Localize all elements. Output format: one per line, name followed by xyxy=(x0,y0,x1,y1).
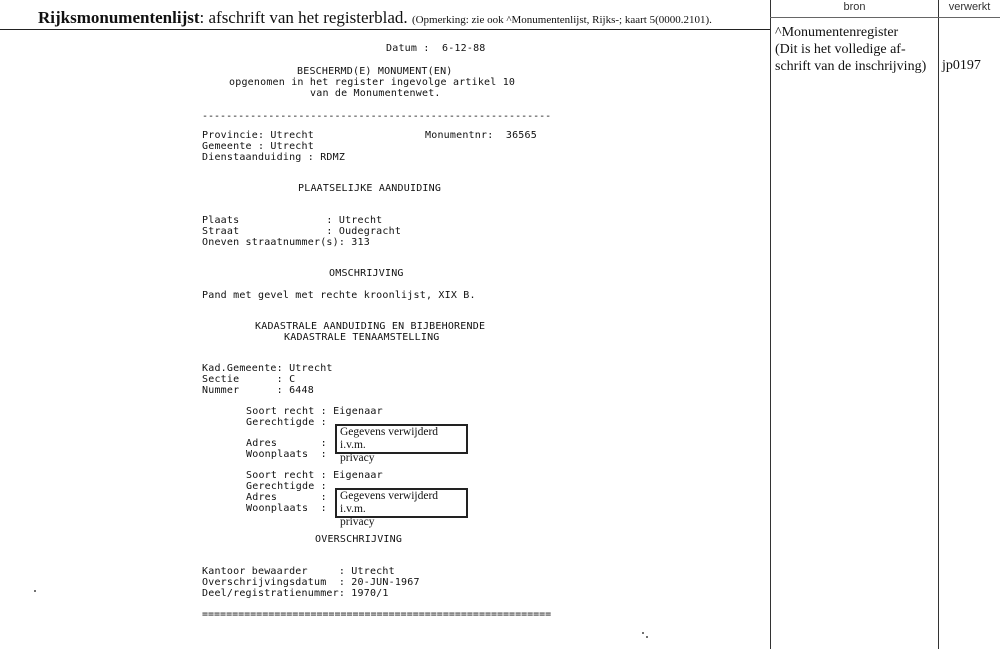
section-kadastrale-1: KADASTRALE AANDUIDING EN BIJBEHORENDE xyxy=(255,321,486,332)
section-overschrijving: OVERSCHRIJVING xyxy=(315,534,403,545)
doc-dash-divider: ---------------------------------------------------------- xyxy=(202,111,552,122)
doc-kad-gemeente: Kad.Gemeente: Utrecht xyxy=(202,363,333,374)
doc-oneven-straatnummer: Oneven straatnummer(s): 313 xyxy=(202,237,370,248)
redaction-text: privacy xyxy=(340,452,375,464)
redaction-text: Gegevens verwijderd i.v.m. xyxy=(340,490,439,515)
rh1-adres: Adres : xyxy=(246,438,327,449)
bron-line: ^Monumentenregister xyxy=(775,25,899,40)
title-note: (Opmerking: zie ook ^Monumentenlijst, Rijks-; kaart 5(0000.2101). xyxy=(411,14,712,26)
rh2-gerechtigde: Gerechtigde : xyxy=(246,481,327,492)
doc-heading-1: BESCHERMD(E) MONUMENT(EN) xyxy=(297,66,453,77)
doc-sectie: Sectie : C xyxy=(202,374,296,385)
scan-speck xyxy=(646,636,648,638)
doc-nummer: Nummer : 6448 xyxy=(202,385,314,396)
scan-speck xyxy=(642,632,644,634)
column-header-bron: bron xyxy=(843,1,866,13)
doc-omschrijving: Pand met gevel met rechte kroonlijst, XIX B. xyxy=(202,290,476,301)
scan-speck xyxy=(34,590,36,592)
rh2-privacy-redaction xyxy=(335,488,468,528)
section-plaatselijke: PLAATSELIJKE AANDUIDING xyxy=(298,183,442,194)
header-divider xyxy=(0,29,770,30)
page-title xyxy=(38,8,712,28)
column-divider-verwerkt xyxy=(938,0,939,649)
section-omschrijving: OMSCHRIJVING xyxy=(329,268,404,279)
column-divider-bron xyxy=(770,0,771,649)
doc-datum: Datum : 6-12-88 xyxy=(386,43,486,54)
doc-gemeente: Gemeente : Utrecht xyxy=(202,141,314,152)
section-kadastrale-2: KADASTRALE TENAAMSTELLING xyxy=(284,332,440,343)
rh1-privacy-redaction xyxy=(335,424,468,464)
doc-plaats: Plaats : Utrecht xyxy=(202,215,383,226)
column-header-verwerkt: verwerkt xyxy=(948,1,991,13)
rh2-adres: Adres : xyxy=(246,492,327,503)
doc-monumentnr: Monumentnr: 36565 xyxy=(425,130,537,141)
verwerkt-code: jp0197 xyxy=(942,58,981,73)
doc-dienstaanduiding: Dienstaanduiding : RDMZ xyxy=(202,152,346,163)
title-rest: : afschrift van het registerblad. xyxy=(199,8,408,27)
bron-source-text xyxy=(775,24,926,75)
doc-heading-2: opgenomen in het register ingevolge artikel 10 xyxy=(229,77,516,88)
doc-straat: Straat : Oudegracht xyxy=(202,226,402,237)
rh1-woonplaats: Woonplaats : xyxy=(246,449,327,460)
title-bold: Rijksmonumentenlijst xyxy=(38,8,200,27)
bron-line: schrift van de inschrijving) xyxy=(775,59,927,74)
bron-line: (Dit is het volledige af- xyxy=(775,42,906,57)
redaction-text: Gegevens verwijderd i.v.m. xyxy=(340,426,439,451)
doc-provincie: Provincie: Utrecht xyxy=(202,130,314,141)
doc-kantoor-bewaarder: Kantoor bewaarder : Utrecht xyxy=(202,566,395,577)
doc-heading-3: van de Monumentenwet. xyxy=(310,88,441,99)
rh1-soort-recht: Soort recht : Eigenaar xyxy=(246,406,383,417)
doc-deel-registratienummer: Deel/registratienummer: 1970/1 xyxy=(202,588,389,599)
column-header-divider xyxy=(770,17,1000,18)
doc-equals-divider: ========================================================== xyxy=(202,609,552,620)
rh1-gerechtigde: Gerechtigde : xyxy=(246,417,327,428)
rh2-woonplaats: Woonplaats : xyxy=(246,503,327,514)
rh2-soort-recht: Soort recht : Eigenaar xyxy=(246,470,383,481)
doc-overschrijvingsdatum: Overschrijvingsdatum : 20-JUN-1967 xyxy=(202,577,420,588)
redaction-text: privacy xyxy=(340,516,375,528)
